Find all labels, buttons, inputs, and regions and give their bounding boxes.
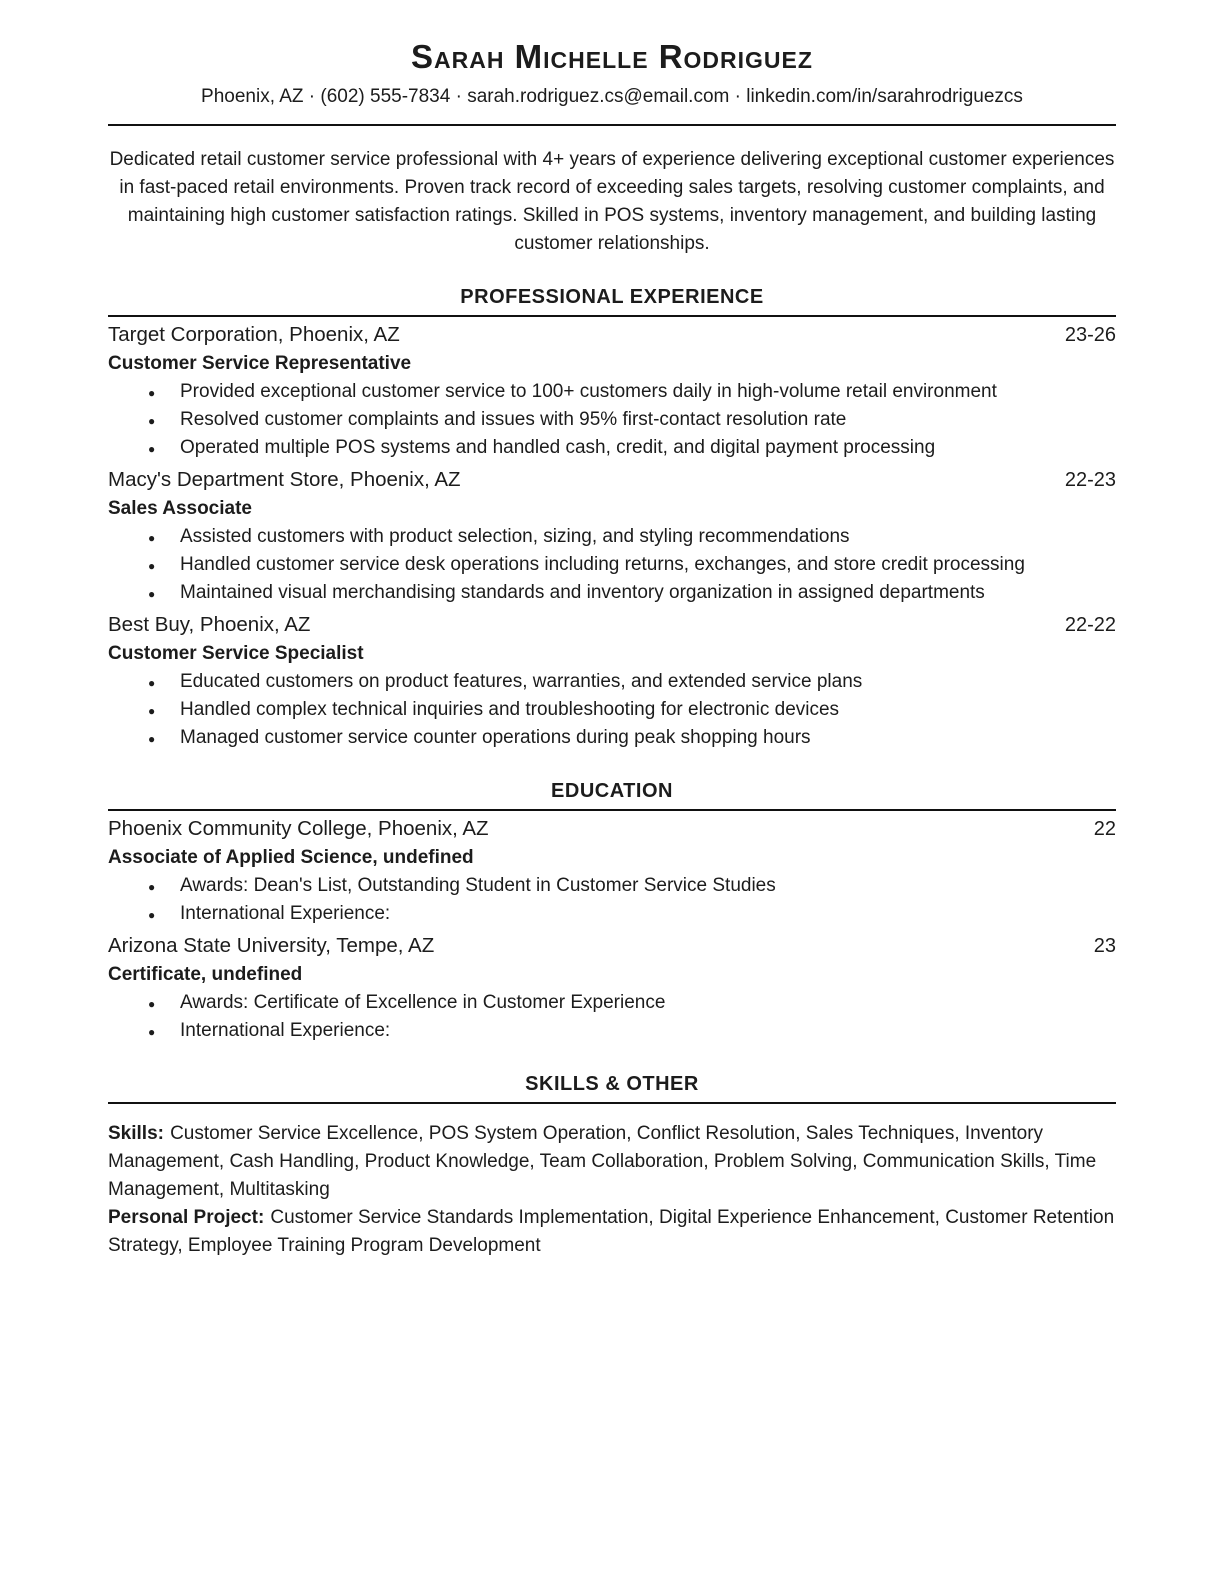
degree-title: Associate of Applied Science, undefined <box>108 846 474 868</box>
job-head <box>108 320 1116 350</box>
company-name: Macy's Department Store, Phoenix, AZ <box>108 467 461 491</box>
personal-project-label: Personal Project: <box>108 1206 265 1228</box>
resume-header <box>108 38 1116 111</box>
school-head <box>108 931 1116 961</box>
school-head <box>108 814 1116 844</box>
section-education <box>108 780 1116 1045</box>
bullet-item: ● International Experience: <box>108 1017 1116 1045</box>
job-entry <box>108 610 1116 752</box>
bullet-item: ● Managed customer service counter operations during peak shopping hours <box>108 724 1116 752</box>
job-entry <box>108 465 1116 607</box>
education-bullets <box>108 872 1116 928</box>
section-experience <box>108 286 1116 752</box>
job-title: Customer Service Specialist <box>108 642 364 664</box>
school-name: Phoenix Community College, Phoenix, AZ <box>108 816 489 840</box>
job-dates: 22-23 <box>1064 468 1116 491</box>
personal-project-text: Customer Service Standards Implementation, Digital Experience Enhancement, Customer Retention Strategy, Employee Training Program Development <box>108 1206 1115 1256</box>
job-title: Customer Service Representative <box>108 352 412 374</box>
header-divider <box>108 124 1116 126</box>
section-title-skills: SKILLS & OTHER <box>108 1073 1116 1104</box>
bullet-item: ● Awards: Dean's List, Outstanding Student in Customer Service Studies <box>108 872 1116 900</box>
job-bullets <box>108 668 1116 752</box>
company-name: Best Buy, Phoenix, AZ <box>108 612 311 636</box>
job-head <box>108 610 1116 640</box>
bullet-item: ● Operated multiple POS systems and handled cash, credit, and digital payment processing <box>108 434 1116 462</box>
bullet-item: ● Maintained visual merchandising standards and inventory organization in assigned departments <box>108 579 1116 607</box>
bullet-item: ● International Experience: <box>108 900 1116 928</box>
personal-project-line <box>108 1204 1116 1260</box>
candidate-name: Sarah Michelle Rodriguez <box>411 38 813 75</box>
skills-text: Customer Service Excellence, POS System Operation, Conflict Resolution, Sales Techniques, Inventory Management, Cash Handling, Product Knowledge, Team Collaboration, Problem Solving, Communication Skills, Time Management, Multitasking <box>108 1122 1097 1200</box>
education-bullets <box>108 989 1116 1045</box>
bullet-item: ● Provided exceptional customer service to 100+ customers daily in high-volume retail environment <box>108 378 1116 406</box>
summary-paragraph: Dedicated retail customer service professional with 4+ years of experience delivering exceptional customer experiences in fast-paced retail environments. Proven track record of exceeding sales targets, resolving customer complaints, and maintaining high customer satisfaction ratings. Skilled in POS systems, inventory management, and building lasting customer relationships. <box>109 148 1115 254</box>
bullet-item: ● Handled complex technical inquiries and troubleshooting for electronic devices <box>108 696 1116 724</box>
bullet-item: ● Handled customer service desk operations including returns, exchanges, and store credit processing <box>108 551 1116 579</box>
job-dates: 22-22 <box>1064 613 1116 636</box>
job-title: Sales Associate <box>108 497 252 519</box>
company-name: Target Corporation, Phoenix, AZ <box>108 322 400 346</box>
job-bullets <box>108 378 1116 462</box>
bullet-item: ● Resolved customer complaints and issues with 95% first-contact resolution rate <box>108 406 1116 434</box>
school-dates: 22 <box>1093 817 1116 840</box>
bullet-item: ● Assisted customers with product selection, sizing, and styling recommendations <box>108 523 1116 551</box>
bullet-item: ● Educated customers on product features, warranties, and extended service plans <box>108 668 1116 696</box>
education-entry <box>108 931 1116 1045</box>
job-head <box>108 465 1116 495</box>
job-dates: 23-26 <box>1064 323 1116 346</box>
degree-title: Certificate, undefined <box>108 963 303 985</box>
job-bullets <box>108 523 1116 607</box>
skills-label: Skills: <box>108 1122 164 1144</box>
school-dates: 23 <box>1093 934 1116 957</box>
job-entry <box>108 320 1116 462</box>
skills-block <box>108 1120 1116 1260</box>
skills-line <box>108 1120 1116 1204</box>
section-title-experience: PROFESSIONAL EXPERIENCE <box>108 286 1116 317</box>
bullet-item: ● Awards: Certificate of Excellence in Customer Experience <box>108 989 1116 1017</box>
contact-line: Phoenix, AZ · (602) 555-7834 · sarah.rodriguez.cs@email.com · linkedin.com/in/sarahrodriguezcs <box>201 85 1023 107</box>
education-entry <box>108 814 1116 928</box>
section-skills <box>108 1073 1116 1260</box>
school-name: Arizona State University, Tempe, AZ <box>108 933 435 957</box>
section-title-education: EDUCATION <box>108 780 1116 811</box>
